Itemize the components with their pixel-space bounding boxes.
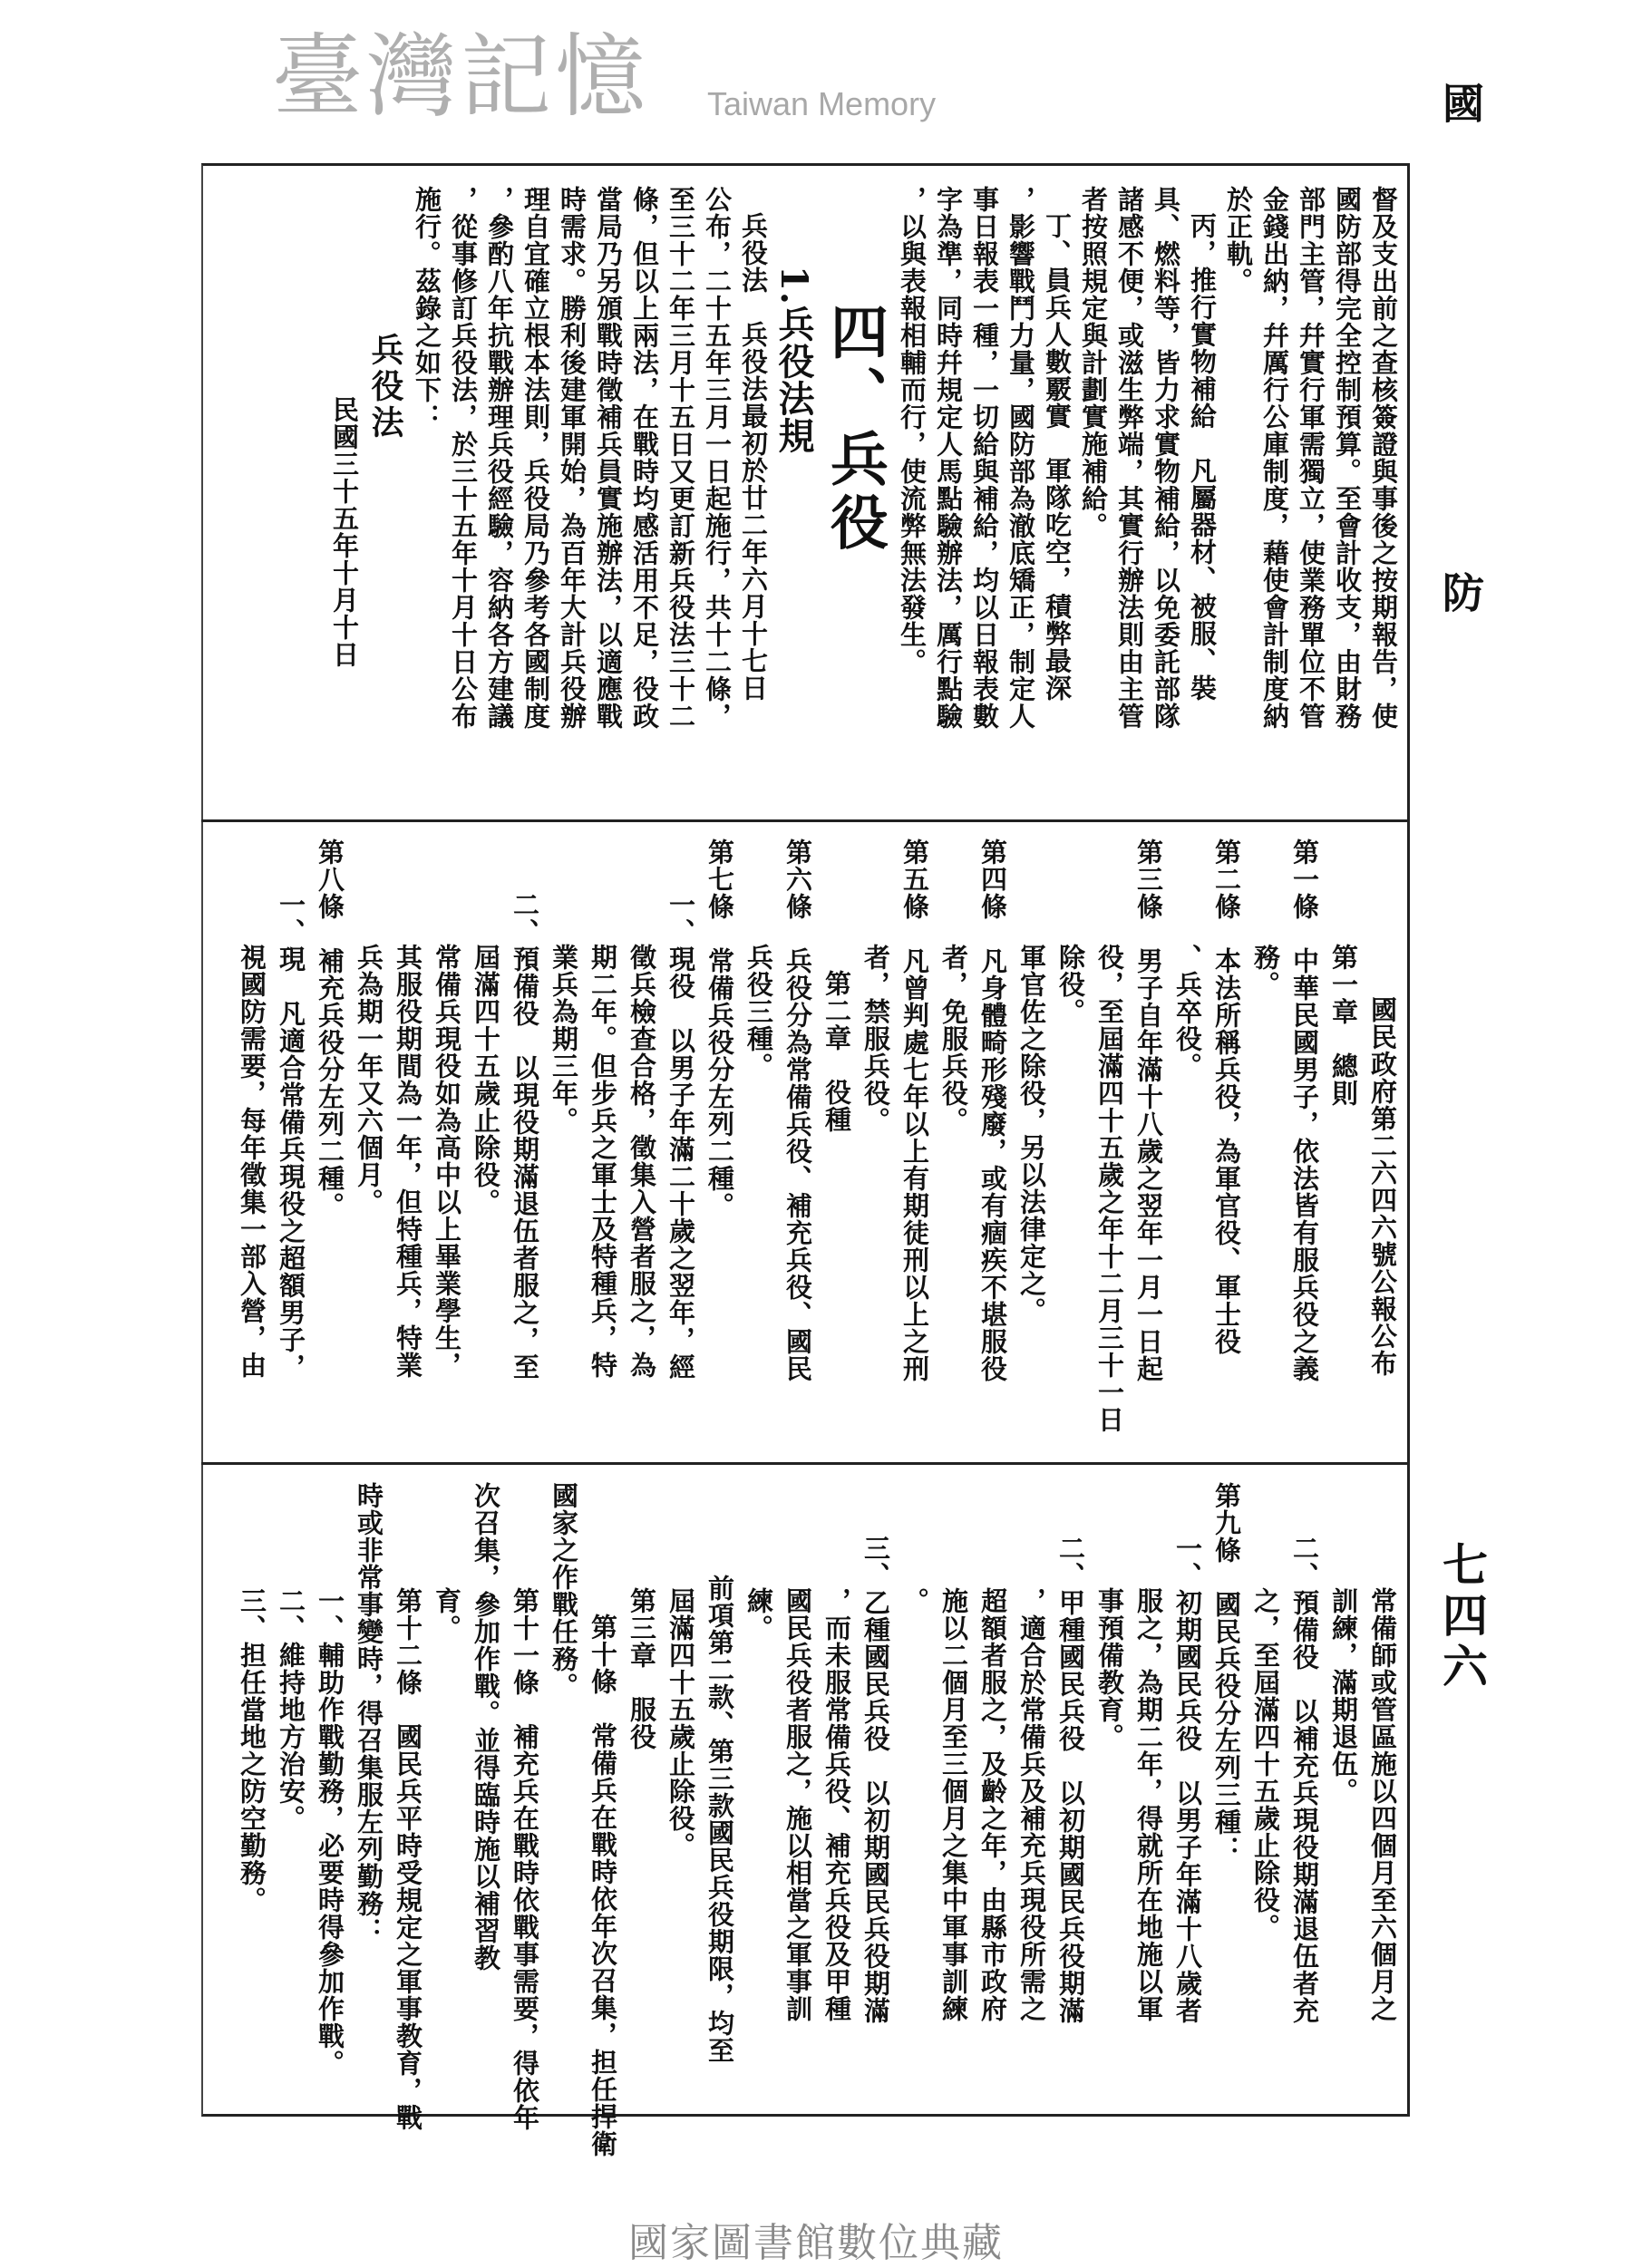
middle-section [210, 838, 1401, 1455]
text-column: 第十一條 補充兵在戰時依戰事需要，得依年 [510, 1587, 540, 2131]
text-column: 第三條 男子自年滿十八歲之翌年一月一日起 [1133, 838, 1164, 1382]
text-column: 丁、員兵人數覈實 軍隊吃空，積弊最深 [1042, 212, 1073, 702]
text-column: 施行。茲錄之如下： [412, 186, 442, 431]
text-column: 兵役法 兵役法最初於廿二年六月十七日 [738, 212, 769, 702]
text-column: 國家之作戰任務。 [549, 1482, 579, 1700]
text-column: 軍官佐之除役，另以法律定之。 [1016, 944, 1047, 1324]
text-column: 訓練，滿期退伍。 [1328, 1587, 1359, 1805]
text-column: 施以二個月至三個月之集中軍事訓練 [938, 1587, 969, 2022]
text-column: 第一條 中華民國男子，依法皆有服兵役之義 [1289, 838, 1320, 1382]
text-column: 一、現役 以男子年滿二十歲之翌年，經 [665, 891, 696, 1381]
text-column: ，從事修訂兵役法，於三十五年十月十日公布 [448, 186, 479, 730]
text-column: 二、預備役 以現役期滿退伍者服之，至 [510, 891, 540, 1381]
text-column: 之，至屆滿四十五歲止除役。 [1250, 1587, 1281, 1941]
text-column: 時或非常事變時，得召集服左列勤務： [354, 1482, 384, 1944]
text-column: 次召集，參加作戰。並得臨時施以補習教 [471, 1482, 501, 1972]
text-column: 第七條 常備兵役分左列二種。 [704, 838, 735, 1219]
text-column: 兵為期一年又六個月。 [354, 944, 384, 1216]
text-column: 條，但以上兩法，在戰時均感活用不足，役政 [629, 186, 660, 730]
text-column: 者，免服兵役。 [938, 944, 969, 1134]
text-column: 徵兵檢查合格，徵集入營者服之，為 [627, 944, 657, 1379]
text-column: 金錢出納，幷厲行公庫制度，藉使會計制度納 [1259, 186, 1290, 730]
text-column: 。 [899, 1587, 930, 1614]
text-column: 字為準，同時幷規定人馬點驗辦法，厲行點驗 [933, 186, 964, 730]
top-section [210, 186, 1401, 811]
text-column: 丙，推行實物補給 凡屬器材、被服、裝 [1187, 212, 1218, 702]
text-column: 前項第二款、第三款國民兵役期限，均至 [704, 1574, 735, 2064]
text-column: 國民政府第二六四六號公報公布 [1367, 996, 1398, 1377]
text-column: 國防部得完全控制預算。至會計收支，由財務 [1332, 186, 1363, 730]
text-column: 務。 [1250, 944, 1281, 998]
text-column: 期二年。但步兵之軍士及特種兵，特 [588, 944, 618, 1379]
text-column: ，參酌八年抗戰辦理兵役經驗，容納各方建議 [484, 186, 515, 730]
subsection-heading: 1.兵役法規 [772, 266, 815, 454]
text-column: 二、維持地方治安。 [276, 1587, 306, 1832]
text-column: 國民兵役者服之，施以相當之軍事訓 [782, 1587, 813, 2022]
text-column: 諸感不便，或滋生弊端，其實行辦法則由主管 [1114, 186, 1145, 730]
law-title: 兵役法 [366, 333, 404, 441]
text-column: 三、乙種國民兵役 以初期國民兵役期滿 [860, 1535, 891, 2024]
text-column: 一、輔助作戰勤務，必要時得參加作戰。 [315, 1587, 345, 2077]
text-column: 常備師或管區施以四個月至六個月之 [1367, 1587, 1398, 2022]
text-column: 超額者服之，及齡之年，由縣市政府 [977, 1587, 1008, 2022]
footer-collection-label: 國家圖書館數位典藏 [628, 2220, 1004, 2266]
bottom-section [210, 1482, 1401, 2157]
text-column: ，而未服常備兵役、補充兵役及甲種 [821, 1587, 852, 2022]
text-column: 除役。 [1055, 944, 1086, 1025]
text-column: 至三十二年三月十五日又更訂新兵役法三十二 [665, 186, 696, 730]
text-column: 役，至屆滿四十五歲之年十二月三十一日 [1094, 944, 1125, 1433]
text-column: 事預備教育。 [1094, 1587, 1125, 1750]
text-column: 三、担任當地之防空勤務。 [237, 1587, 267, 1914]
text-column: 第二章 役種 [821, 970, 852, 1133]
text-column: 時需求。勝利後建軍開始，為百年大計兵役辦 [557, 186, 588, 730]
text-column: ，適合於常備兵及補充兵現役所需之 [1016, 1587, 1047, 2022]
text-column: 二、甲種國民兵役 以初期國民兵役期滿 [1055, 1535, 1086, 2024]
text-column: 練。 [743, 1587, 774, 1642]
law-date: 民國三十五年十月十日 [329, 396, 360, 668]
text-column: 育。 [432, 1587, 462, 1642]
text-column: 第四條 凡身體畸形殘廢，或有痼疾不堪服役 [977, 838, 1008, 1382]
header-title-char-1: 國 [1436, 82, 1485, 123]
text-column: 、兵卒役。 [1172, 944, 1203, 1080]
text-column: 第八條 補充兵役分左列二種。 [315, 838, 345, 1219]
section-divider [201, 1462, 1410, 1465]
text-column: 第五條 凡曾判處七年以上有期徒刑以上之刑 [899, 838, 930, 1382]
text-column: 者，禁服兵役。 [860, 944, 891, 1134]
watermark-logo: 臺灣記憶 [272, 24, 649, 130]
text-column: 屆滿四十五歲止除役。 [471, 944, 501, 1216]
text-column: 者按照規定與計劃實施補給。 [1078, 186, 1109, 539]
text-column: 當局乃另頒戰時徵補兵員實施辦法，以適應戰 [593, 186, 624, 730]
text-column: 具、燃料等，皆力求實物補給，以免委託部隊 [1151, 186, 1181, 730]
text-column: 事日報表一種，一切給與補給，均以日報表數 [969, 186, 1000, 730]
section-heading: 四、兵役 [821, 302, 889, 556]
text-column: 第九條 國民兵役分左列三種： [1211, 1482, 1242, 1863]
text-column: 公布，二十五年三月一日起施行，共十二條， [702, 186, 733, 730]
text-column: 第一章 總則 [1328, 944, 1359, 1107]
watermark-english: Taiwan Memory [707, 85, 937, 122]
text-column: 屆滿四十五歲止除役。 [665, 1587, 696, 1859]
text-column: ，影響戰鬥力量，國防部為澈底矯正，制定人 [1005, 186, 1036, 730]
text-column: 第二條 本法所稱兵役，為軍官役、軍士役 [1211, 838, 1242, 1355]
text-column: 部門主管，幷實行軍需獨立，使業務單位不管 [1296, 186, 1326, 730]
text-column: 服之，為期二年，得就所在地施以軍 [1133, 1587, 1164, 2022]
text-column: 第六條 兵役分為常備兵役、補充兵役、國民 [782, 838, 813, 1382]
text-column: 視國防需要，每年徵集一部入營，由 [237, 944, 267, 1379]
text-column: 第十二條 國民兵平時受規定之軍事教育，戰 [393, 1587, 423, 2131]
text-column: 二、預備役 以補充兵現役期滿退伍者充 [1289, 1535, 1320, 2024]
page-number: 七四六 [1435, 1541, 1489, 1693]
text-column: 督及支出前之查核簽證與事後之按期報告，使 [1368, 186, 1399, 730]
header-title-char-2: 防 [1436, 571, 1485, 613]
text-column: 理自宜確立根本法則，兵役局乃參考各國制度 [520, 186, 551, 730]
text-column: 一、初期國民兵役 以男子年滿十八歲者 [1172, 1535, 1203, 2024]
text-column: 第十條 常備兵在戰時依年次召集，担任捍衛 [588, 1614, 618, 2157]
section-divider [201, 819, 1410, 822]
text-column: 常備兵現役如為高中以上畢業學生， [432, 944, 462, 1379]
text-column: 業兵為期三年。 [549, 944, 579, 1134]
text-column: 兵役三種。 [743, 944, 774, 1080]
text-column: 於正軌。 [1223, 186, 1254, 295]
text-column: 其服役期間為一年，但特種兵，特業 [393, 944, 423, 1379]
text-column: 一、現 凡適合常備兵現役之超額男子， [276, 891, 306, 1381]
text-column: ，以與表報相輔而行，使流弊無法發生。 [897, 186, 928, 675]
text-column: 第三章 服役 [627, 1587, 657, 1750]
